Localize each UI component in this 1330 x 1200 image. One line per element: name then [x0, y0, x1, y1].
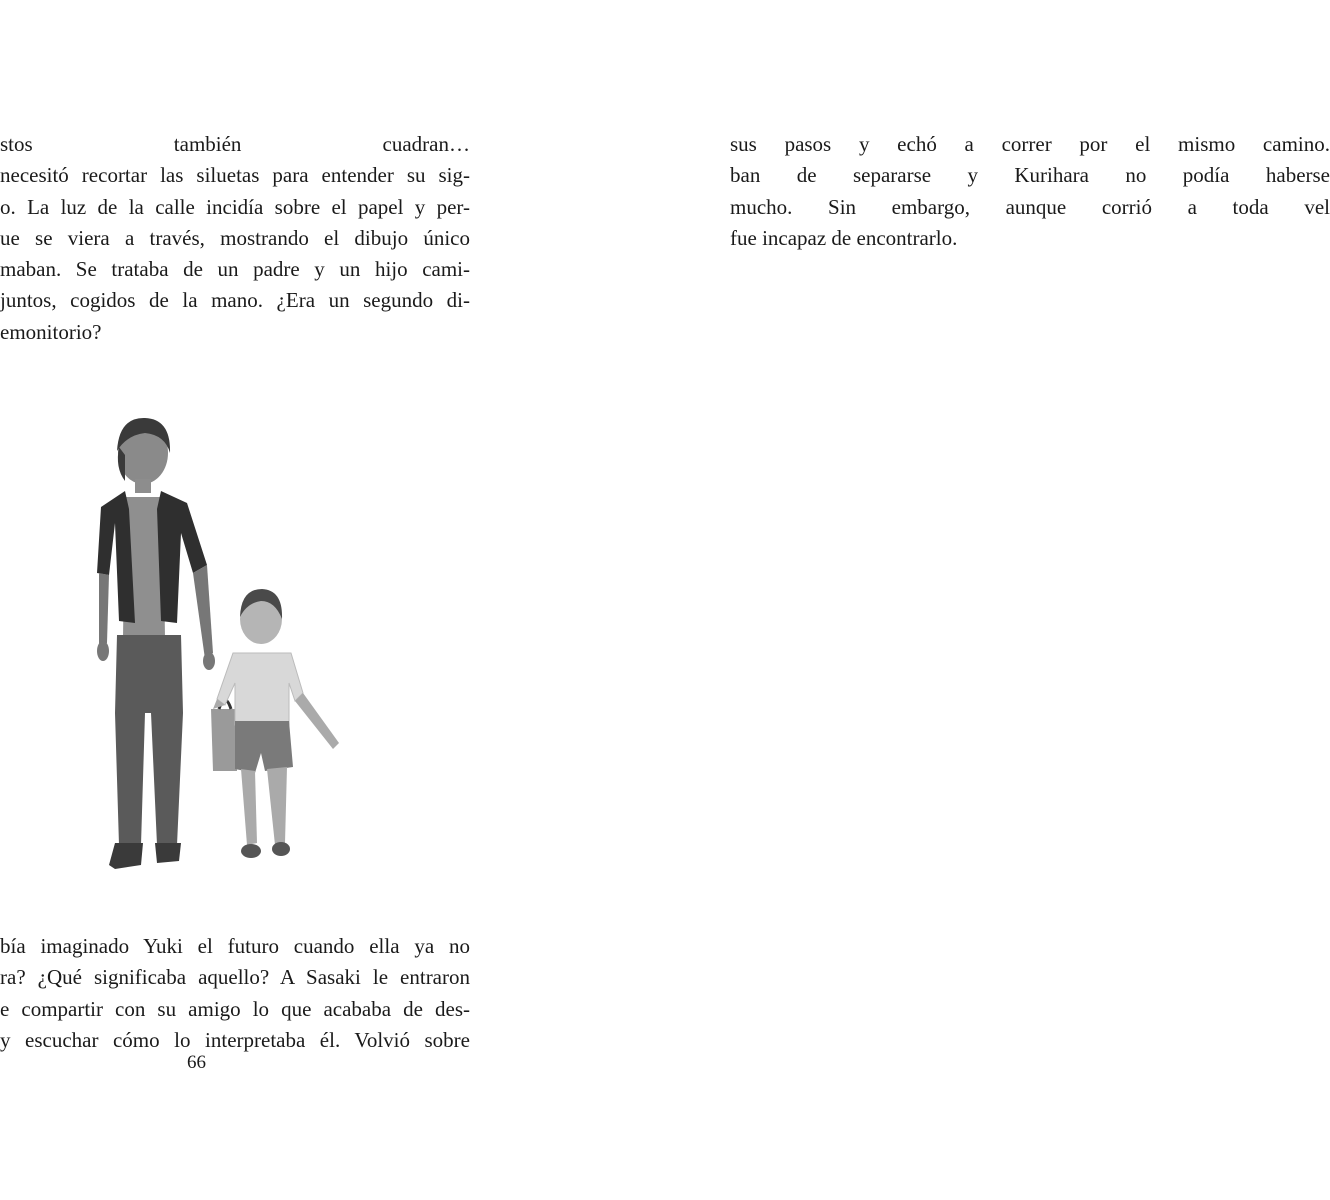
text-line: e compartir con su amigo lo que acababa de des- — [0, 996, 470, 1021]
right-paragraph — [730, 129, 1330, 254]
text-line: emonitorio? — [0, 319, 102, 344]
left-top-paragraph — [0, 129, 470, 348]
text-line: ra? ¿Qué significaba aquello? A Sasaki le entraron — [0, 965, 470, 990]
text-line: mucho. Sin embargo, aunque corrió a toda vel — [730, 194, 1330, 219]
father-figure — [97, 418, 215, 869]
child-figure — [211, 589, 339, 858]
page-number: 66 — [187, 1052, 206, 1073]
father-son-illustration — [95, 413, 355, 883]
text-line: fue incapaz de encontrarlo. — [730, 225, 958, 250]
text-line: maban. Se trataba de un padre y un hijo cami- — [0, 257, 470, 282]
right-page — [600, 0, 1330, 1200]
text-line: stos también cuadran… — [0, 132, 470, 156]
text-line: o. La luz de la calle incidía sobre el papel y per- — [0, 194, 470, 219]
text-line: ban de separarse y Kurihara no podía haberse — [730, 163, 1330, 188]
text-line: necesitó recortar las siluetas para entender su sig- — [0, 163, 470, 188]
text-line: sus pasos y echó a correr por el mismo camino. — [730, 132, 1330, 156]
text-line: y escuchar cómo lo interpretaba él. Volvió sobre — [0, 1027, 470, 1052]
left-page — [0, 0, 600, 1200]
text-line: juntos, cogidos de la mano. ¿Era un segundo di- — [0, 288, 470, 313]
left-bottom-paragraph — [0, 931, 470, 1056]
text-line: ue se viera a través, mostrando el dibujo único — [0, 225, 470, 250]
text-line: bía imaginado Yuki el futuro cuando ella ya no — [0, 934, 470, 958]
